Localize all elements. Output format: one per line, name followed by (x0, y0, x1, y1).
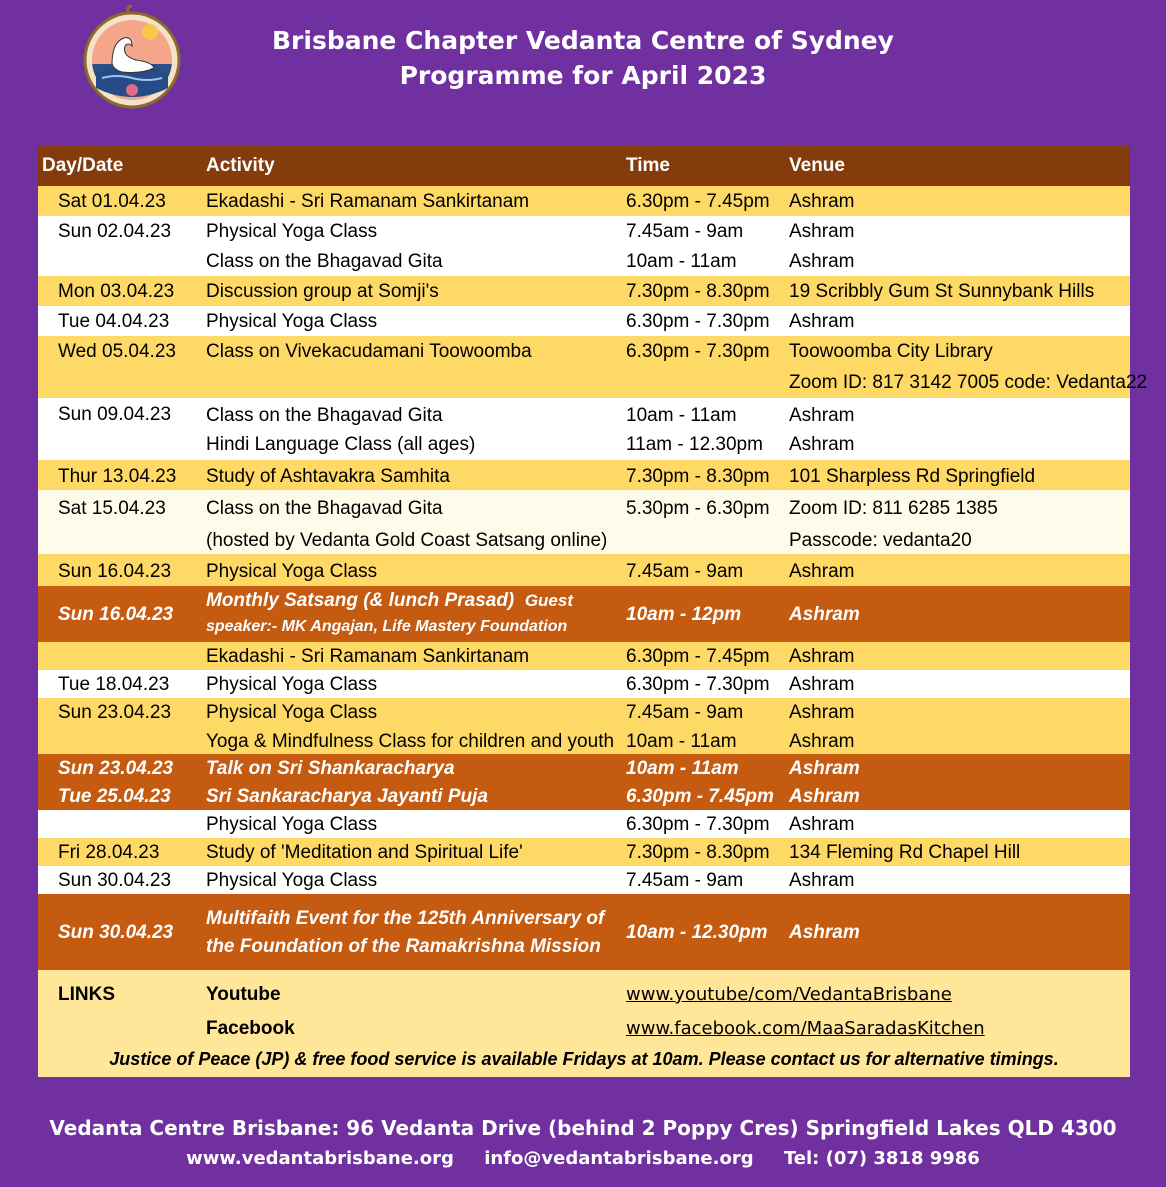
table-row (38, 670, 1130, 698)
activity-cell (206, 586, 573, 615)
venue-cell: Toowoomba City Library (789, 341, 993, 362)
activity-cell: Class on the Bhagavad Gita (206, 405, 443, 426)
links-section (38, 970, 1130, 1077)
venue-cell: Ashram (789, 561, 855, 582)
date-cell: Sat 01.04.23 (58, 191, 166, 212)
activity-cell: Physical Yoga Class (206, 221, 378, 242)
table-row-highlight (38, 754, 1130, 810)
time-cell: 7.45am - 9am (626, 702, 744, 723)
activity-cell: Ekadashi - Sri Ramanam Sankirtanam (206, 191, 530, 212)
column-header-venue: Venue (789, 155, 845, 176)
service-note: Justice of Peace (JP) & free food service is available Fridays at 10am. Please contact us for alternative timings. (109, 1049, 1059, 1069)
activity-cell: Study of Ashtavakra Samhita (206, 466, 450, 487)
time-cell: 6.30pm - 7.45pm (626, 786, 774, 807)
time-cell: 7.30pm - 8.30pm (626, 466, 770, 487)
date-cell: Sun 30.04.23 (58, 870, 172, 891)
table-row (38, 490, 1130, 554)
venue-cell: Passcode: vedanta20 (789, 530, 972, 551)
date-cell: Thur 13.04.23 (58, 466, 177, 487)
email-link[interactable]: info@vedantabrisbane.org (484, 1148, 754, 1169)
activity-cell: Class on the Bhagavad Gita (206, 498, 443, 519)
activity-cell: Class on the Bhagavad Gita (206, 251, 443, 272)
time-cell: 10am - 11am (626, 405, 737, 426)
venue-cell: Ashram (789, 405, 855, 426)
time-cell: 6.30pm - 7.30pm (626, 341, 770, 362)
activity-extra: Guest (524, 591, 574, 610)
time-cell: 7.45am - 9am (626, 221, 744, 242)
time-cell: 7.30pm - 8.30pm (626, 842, 770, 863)
venue-cell: Ashram (789, 731, 855, 752)
activity-cell: Physical Yoga Class (206, 674, 378, 695)
time-cell: 7.30pm - 8.30pm (626, 281, 770, 302)
time-cell: 10am - 11am (626, 758, 739, 779)
time-cell: 6.30pm - 7.30pm (626, 814, 770, 835)
activity-cell: Hindi Language Class (all ages) (206, 434, 476, 455)
venue-cell: Ashram (789, 221, 855, 242)
venue-cell: Ashram (789, 191, 855, 212)
date-cell: Mon 03.04.23 (58, 281, 175, 302)
date-cell: Sun 09.04.23 (58, 404, 172, 425)
activity-cell: (hosted by Vedanta Gold Coast Satsang online) (206, 530, 608, 551)
time-cell: 5.30pm - 6.30pm (626, 498, 770, 519)
date-cell: Tue 18.04.23 (58, 674, 170, 695)
activity-cell: Physical Yoga Class (206, 561, 378, 582)
time-cell: 7.45am - 9am (626, 561, 744, 582)
activity-cell: Physical Yoga Class (206, 311, 378, 332)
activity-cell: Multifaith Event for the 125th Anniversary of (206, 908, 605, 929)
facebook-label: Facebook (206, 1018, 295, 1039)
date-cell: Sat 15.04.23 (58, 498, 166, 519)
column-header-activity: Activity (206, 155, 275, 176)
date-cell: Fri 28.04.23 (58, 842, 160, 863)
venue-cell: Ashram (789, 604, 860, 625)
venue-cell: Ashram (789, 758, 860, 779)
table-row (38, 698, 1130, 754)
venue-cell: Ashram (789, 311, 855, 332)
venue-cell: 19 Scribbly Gum St Sunnybank Hills (789, 281, 1095, 302)
table-row (38, 810, 1130, 838)
activity-cell: Study of 'Meditation and Spiritual Life' (206, 842, 523, 863)
table-row (38, 276, 1130, 306)
venue-cell: Ashram (789, 434, 855, 455)
venue-cell: Ashram (789, 674, 855, 695)
table-row-highlight (38, 894, 1130, 970)
column-header-date: Day/Date (42, 155, 124, 176)
date-cell: Sun 30.04.23 (58, 922, 174, 943)
venue-cell: Ashram (789, 870, 855, 891)
time-cell: 6.30pm - 7.30pm (626, 674, 770, 695)
date-cell: Sun 16.04.23 (58, 604, 174, 625)
table-row-highlight (38, 586, 1130, 642)
table-row (38, 838, 1130, 866)
time-cell: 10am - 12.30pm (626, 922, 768, 943)
time-cell: 6.30pm - 7.45pm (626, 646, 770, 667)
youtube-label: Youtube (206, 984, 281, 1005)
page-title: Brisbane Chapter Vedanta Centre of Sydney (272, 26, 894, 55)
activity-cell: Ekadashi - Sri Ramanam Sankirtanam (206, 646, 530, 667)
activity-cell: Class on Vivekacudamani Toowoomba (206, 341, 532, 362)
venue-cell: Ashram (789, 922, 860, 943)
table-row (38, 642, 1130, 670)
venue-cell: Ashram (789, 646, 855, 667)
activity-cell: speaker:- MK Angajan, Life Mastery Foundation (206, 618, 568, 635)
youtube-link[interactable]: www.youtube/com/VedantaBrisbane (626, 984, 952, 1005)
phone-number: Tel: (07) 3818 9986 (783, 1148, 980, 1169)
activity-cell: Physical Yoga Class (206, 702, 378, 723)
links-label: LINKS (58, 984, 115, 1005)
venue-cell: Zoom ID: 811 6285 1385 (789, 498, 998, 519)
venue-cell: Ashram (789, 814, 855, 835)
activity-cell: Talk on Sri Shankaracharya (206, 758, 455, 779)
activity-cell: Discussion group at Somji's (206, 281, 439, 302)
venue-cell: Ashram (789, 786, 860, 807)
date-cell: Sun 23.04.23 (58, 702, 172, 723)
table-row (38, 306, 1130, 336)
time-cell: 7.45am - 9am (626, 870, 744, 891)
date-cell: Sun 23.04.23 (58, 758, 174, 779)
table-row (38, 554, 1130, 586)
table-row (38, 216, 1130, 276)
table-header (38, 146, 1130, 186)
column-header-time: Time (626, 155, 671, 176)
time-cell: 10am - 11am (626, 731, 737, 752)
time-cell: 6.30pm - 7.45pm (626, 191, 770, 212)
activity-cell: Physical Yoga Class (206, 870, 378, 891)
venue-cell: 101 Sharpless Rd Springfield (789, 466, 1036, 487)
time-cell: 11am - 12.30pm (626, 434, 763, 455)
activity-title: Monthly Satsang (& lunch Prasad) (206, 590, 515, 611)
date-cell: Tue 04.04.23 (58, 311, 170, 332)
footer-contacts (0, 1148, 1166, 1169)
date-cell: Wed 05.04.23 (58, 341, 176, 362)
time-cell: 6.30pm - 7.30pm (626, 311, 770, 332)
venue-cell: Ashram (789, 251, 855, 272)
activity-cell: Sri Sankaracharya Jayanti Puja (206, 786, 488, 807)
venue-cell: Ashram (789, 702, 855, 723)
table-row (38, 336, 1148, 398)
activity-cell: the Foundation of the Ramakrishna Mission (206, 936, 601, 957)
website-link[interactable]: www.vedantabrisbane.org (186, 1148, 454, 1169)
date-cell: Sun 02.04.23 (58, 221, 172, 242)
programme-table (38, 146, 1148, 1077)
date-cell: Tue 25.04.23 (58, 786, 171, 807)
footer-address: Vedanta Centre Brisbane: 96 Vedanta Drive (behind 2 Poppy Cres) Springfield Lakes QLD 4300 (49, 1116, 1117, 1140)
venue-cell: Zoom ID: 817 3142 7005 code: Vedanta22 (789, 372, 1148, 393)
venue-cell: 134 Fleming Rd Chapel Hill (789, 842, 1021, 863)
swan-logo (82, 2, 182, 112)
table-row (38, 398, 1130, 460)
facebook-link[interactable]: www.facebook.com/MaaSaradasKitchen (626, 1018, 985, 1039)
activity-cell: Physical Yoga Class (206, 814, 378, 835)
time-cell: 10am - 11am (626, 251, 737, 272)
date-cell: Sun 16.04.23 (58, 561, 172, 582)
page-subtitle: Programme for April 2023 (399, 61, 767, 90)
table-row (38, 186, 1130, 216)
activity-cell: Yoga & Mindfulness Class for children and youth (206, 731, 615, 752)
table-row (38, 460, 1130, 490)
table-row (38, 866, 1130, 894)
time-cell: 10am - 12pm (626, 604, 742, 625)
